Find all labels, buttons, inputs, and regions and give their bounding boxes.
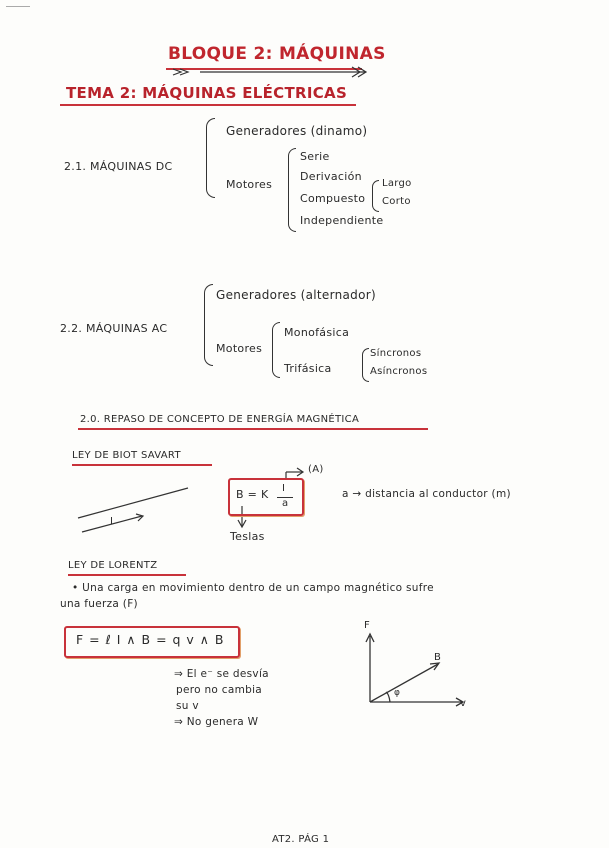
dc-motor-serie: Serie (300, 150, 330, 163)
biot-formula-den: a (282, 498, 289, 509)
dc-compuesto-largo: Largo (382, 178, 412, 189)
biot-current-label: I (110, 516, 114, 527)
repaso-heading: 2.0. REPASO DE CONCEPTO DE ENERGÍA MAGNÉTICA (80, 414, 360, 425)
lorentz-desc-1: • Una carga en movimiento dentro de un campo magnético sufre (72, 582, 434, 594)
ac-monofasica: Monofásica (284, 326, 350, 339)
ac-asincronos: Asíncronos (370, 366, 428, 377)
lorentz-desc-2: una fuerza (F) (60, 598, 138, 610)
dc-motor-compuesto: Compuesto (300, 192, 366, 205)
vector-v-label: v (460, 698, 467, 709)
ac-motores: Motores (216, 342, 263, 355)
lorentz-note-1c: su v (176, 700, 199, 712)
tema-heading: TEMA 2: MÁQUINAS ELÉCTRICAS (66, 84, 348, 102)
page-title: BLOQUE 2: MÁQUINAS (168, 44, 386, 64)
ac-generadores: Generadores (alternador) (216, 288, 376, 302)
biot-tesla: Teslas (230, 530, 265, 543)
biot-note: a → distancia al conductor (m) (342, 488, 511, 500)
biot-unit: (A) (308, 464, 324, 475)
biot-formula-lhs: B = K (236, 488, 269, 501)
page-footer: AT2. PÁG 1 (272, 834, 330, 845)
lorentz-formula: F = ℓ I ∧ B = q v ∧ B (76, 632, 225, 647)
lorentz-note-2: ⇒ No genera W (174, 716, 259, 728)
dc-compuesto-corto: Corto (382, 196, 411, 207)
lorentz-note-1b: pero no cambia (176, 684, 263, 696)
vector-B-label: B (434, 652, 442, 663)
dc-motor-independiente: Independiente (300, 214, 384, 227)
lorentz-title: LEY DE LORENTZ (68, 560, 158, 571)
biot-formula-num: I (282, 483, 286, 494)
ac-sincronos: Síncronos (370, 348, 422, 359)
biot-title: LEY DE BIOT SAVART (72, 450, 181, 461)
ac-trifasica: Trifásica (284, 362, 332, 375)
lorentz-note-1a: ⇒ El e⁻ se desvía (174, 668, 269, 680)
dc-generadores: Generadores (dinamo) (226, 124, 368, 138)
dc-motor-derivacion: Derivación (300, 170, 362, 183)
ac-label: 2.2. MÁQUINAS AC (60, 322, 168, 335)
vector-F-label: F (364, 620, 371, 631)
dc-motores: Motores (226, 178, 273, 191)
dc-label: 2.1. MÁQUINAS DC (64, 160, 173, 173)
angle-label: φ (394, 688, 401, 698)
